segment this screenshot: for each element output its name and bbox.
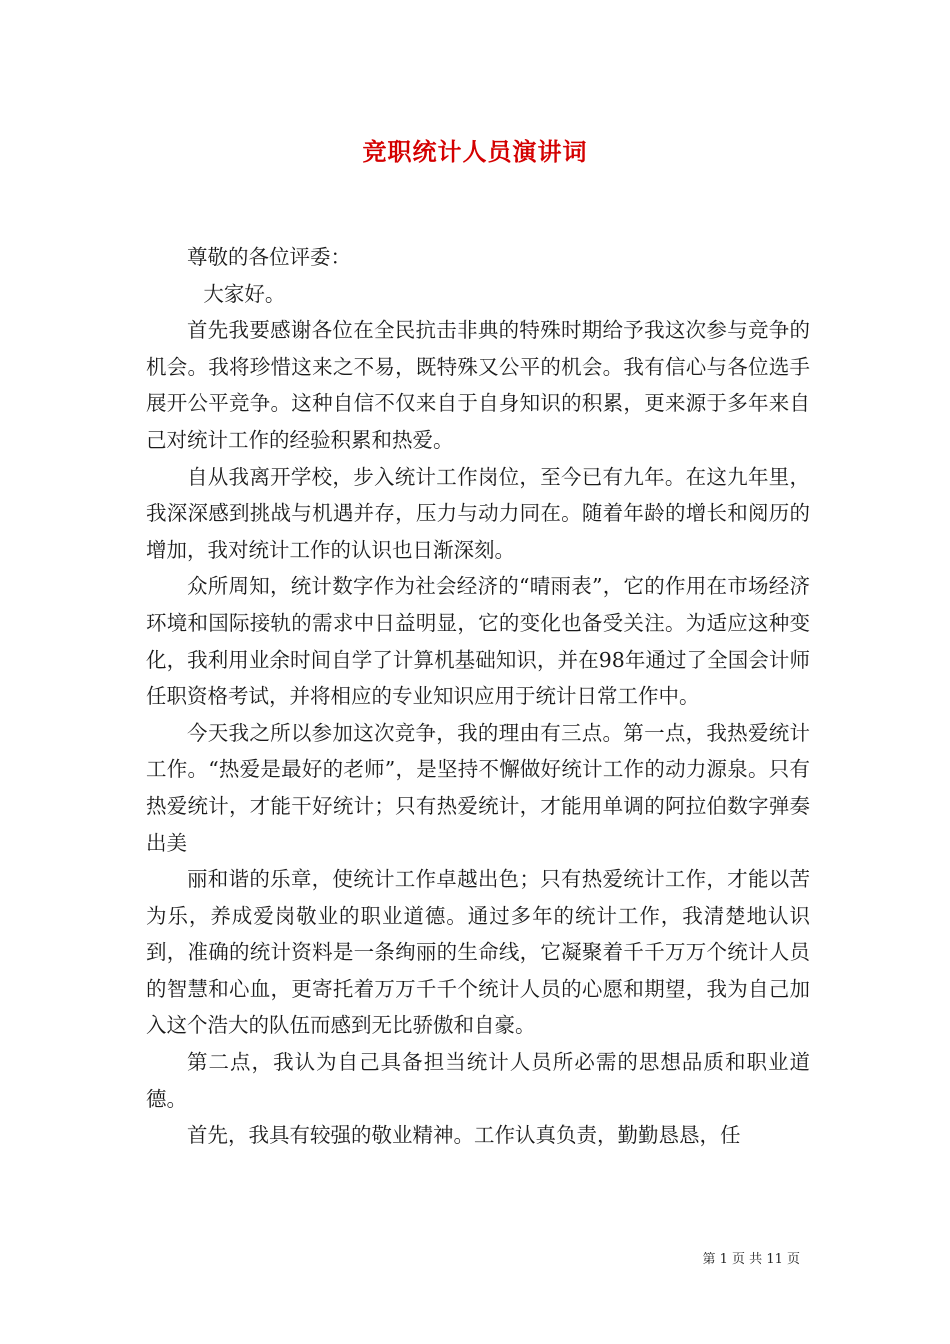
paragraph-reason-two: 第二点，我认为自己具备担当统计人员所必需的思想品质和职业道德。 (146, 1050, 810, 1111)
paragraph-reason-one: 今天我之所以参加这次竞争，我的理由有三点。第一点，我热爱统计工作。“热爱是最好的老师”，是坚持不懈做好统计工作的动力源泉。只有热爱统计，才能干好统计；只有热爱统计，才能用单调的阿拉伯数字弹奏出美 (146, 720, 810, 855)
document-body (146, 239, 810, 1154)
paragraph-experience: 自从我离开学校，步入统计工作岗位，至今已有九年。在这九年里，我深深感到挑战与机遇并存，压力与动力同在。随着年龄的增长和阅历的增加，我对统计工作的认识也日渐深刻。 (146, 464, 810, 562)
paragraph-statistics-role: 众所周知，统计数字作为社会经济的“晴雨表”，它的作用在市场经济环境和国际接轨的需求中日益明显，它的变化也备受关注。为适应这种变化，我利用业余时间自学了计算机基础知识，并在98年通过了全国会计师任职资格考试，并将相应的专业知识应用于统计日常工作中。 (146, 574, 810, 709)
paragraph-greeting: 大家好。 (203, 281, 286, 306)
paragraph-thanks: 首先我要感谢各位在全民抗击非典的特殊时期给予我这次参与竞争的机会。我将珍惜这来之不易，既特殊又公平的机会。我有信心与各位选手展开公平竞争。这种自信不仅来自于自身知识的积累，更来源于多年来自己对统计工作的经验积累和热爱。 (146, 318, 810, 452)
page-number: 第 1 页 共 11 页 (702, 1252, 800, 1267)
paragraph-salutation: 尊敬的各位评委： (187, 245, 351, 269)
document-title: 竞职统计人员演讲词 (362, 137, 588, 166)
paragraph-dedication: 首先，我具有较强的敬业精神。工作认真负责，勤勤恳恳，任 (187, 1123, 741, 1148)
paragraph-reason-one-cont: 丽和谐的乐章，使统计工作卓越出色；只有热爱统计工作，才能以苦为乐，养成爱岗敬业的职业道德。通过多年的统计工作，我清楚地认识到，准确的统计资料是一条绚丽的生命线，它凝聚着千千万万个统计人员的智慧和心血，更寄托着万万千千个统计人员的心愿和期望，我为自己加入这个浩大的队伍而感到无比骄傲和自豪。 (146, 867, 810, 1038)
